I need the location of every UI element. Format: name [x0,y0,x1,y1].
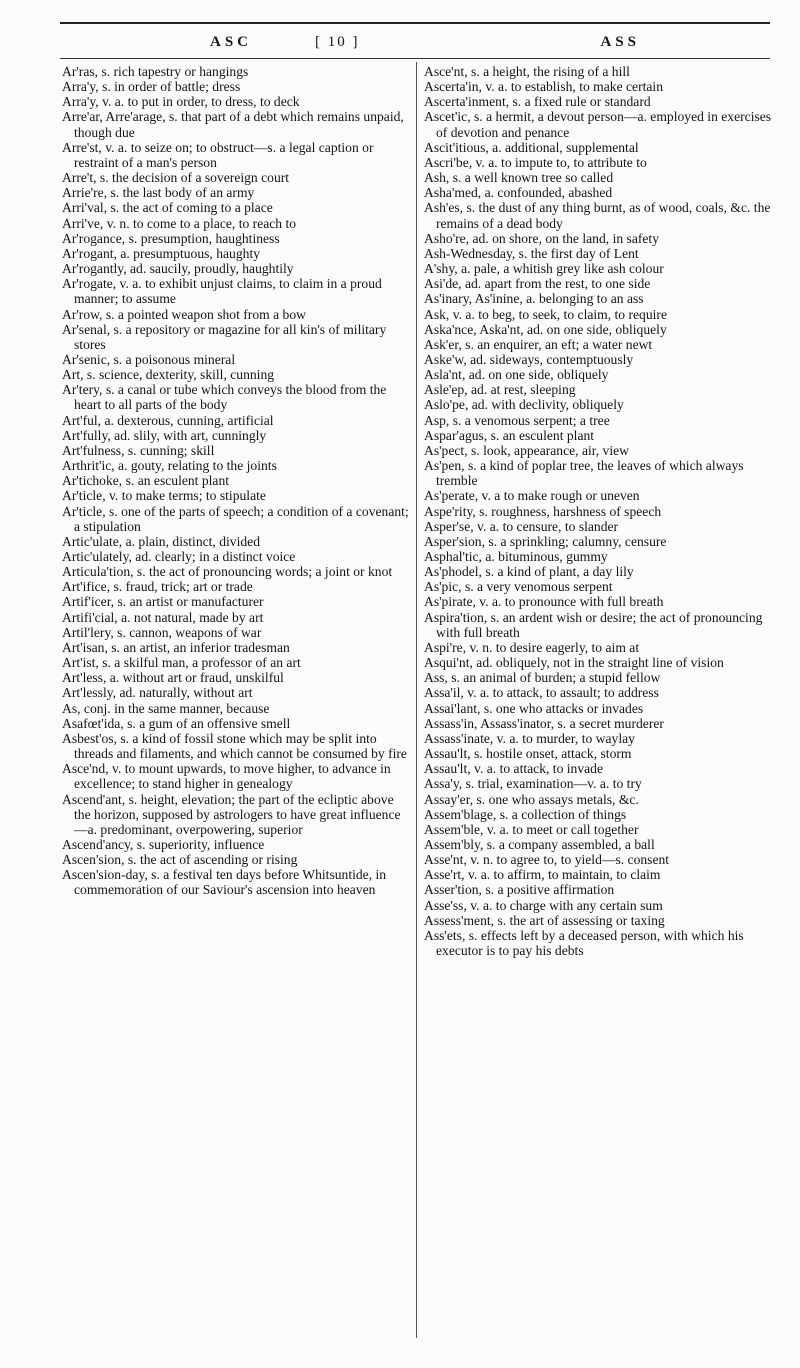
dictionary-entry: Arri've, v. n. to come to a place, to reach to [62,215,297,231]
dictionary-entry: Assess'ment, s. the art of assessing or taxing [424,912,665,928]
column-divider [416,62,417,1338]
dictionary-entry: Aslo'pe, ad. with declivity, obliquely [424,397,624,413]
dictionary-entry: Assem'bly, s. a company assembled, a ball [424,836,655,852]
dictionary-entry: Ash'es, s. the dust of any thing burnt, as of wood, coals, &c. the remains of a dead body [424,200,771,231]
dictionary-entry: Ar'ras, s. rich tapestry or hangings [62,64,249,79]
dictionary-entry: Artil'lery, s. cannon, weapons of war [62,624,262,640]
dictionary-entry: Ar'rogant, a. presumptuous, haughty [62,245,261,261]
dictionary-entry: A'shy, a. pale, a whitish grey like ash colour [424,261,664,277]
dictionary-entry: Asha'med, a. confounded, abashed [424,185,613,201]
dictionary-entry: Art'isan, s. an artist, an inferior tradesman [62,639,290,655]
dictionary-entry: Aspira'tion, s. an ardent wish or desire; the act of pronouncing with full breath [424,609,763,640]
dictionary-entry: Ar'tery, s. a canal or tube which conveys the blood from the heart to all parts of the body [62,382,387,413]
dictionary-entry: Ascerta'in, v. a. to establish, to make certain [424,79,663,95]
dictionary-entry: Artif'icer, s. an artist or manufacturer [62,594,264,610]
dictionary-entry: As'phodel, s. a kind of plant, a day lily [424,564,634,580]
header-rule [60,58,770,59]
dictionary-entry: Asafœt'ida, s. a gum of an offensive smell [62,715,291,731]
dictionary-entry: Asqui'nt, ad. obliquely, not in the straight line of vision [424,655,724,671]
dictionary-entry: Ar'ticle, v. to make terms; to stipulate [62,488,266,504]
dictionary-entry: Arre'ar, Arre'arage, s. that part of a debt which remains unpaid, though due [62,109,404,140]
dictionary-entry: Artic'ulate, a. plain, distinct, divided [62,533,260,549]
dictionary-entry: Asi'de, ad. apart from the rest, to one side [424,276,651,292]
dictionary-entry: Arrie're, s. the last body of an army [62,185,255,201]
dictionary-entry: As'pirate, v. a. to pronounce with full breath [424,594,664,610]
page-number: [ 10 ] [315,34,360,50]
dictionary-entry: Ar'senic, s. a poisonous mineral [62,351,236,367]
dictionary-entry: Ar'tichoke, s. an esculent plant [62,473,230,489]
dictionary-entry: Asbest'os, s. a kind of fossil stone which may be split into threads and filaments, and which cannot be consumed by fire [62,730,407,762]
dictionary-entry: Assa'il, v. a. to attack, to assault; to address [424,685,659,701]
dictionary-entry: As'inary, As'inine, a. belonging to an ass [424,291,644,307]
dictionary-entry: Aspar'agus, s. an esculent plant [424,427,595,443]
dictionary-entry: Asho're, ad. on shore, on the land, in safety [424,230,659,246]
dictionary-entry: Assa'y, s. trial, examination—v. a. to try [424,776,642,792]
dictionary-entry: Arre'st, v. a. to seize on; to obstruct—s. a legal caption or restraint of a man's person [62,139,374,170]
dictionary-entry: As'pen, s. a kind of poplar tree, the leaves of which always tremble [424,458,744,489]
dictionary-entry: Art'lessly, ad. naturally, without art [62,685,253,701]
dictionary-entry: Arthrit'ic, a. gouty, relating to the joints [62,458,277,474]
dictionary-entry: Art'ifice, s. fraud, trick; art or trade [62,579,253,595]
dictionary-entry: Asse'ss, v. a. to charge with any certain sum [424,897,663,913]
dictionary-entry: Ar'rogantly, ad. saucily, proudly, haughtily [62,261,294,277]
dictionary-entry: Asper'sion, s. a sprinkling; calumny, censure [424,533,667,549]
dictionary-entry: Ascend'ancy, s. superiority, influence [62,836,265,852]
dictionary-entry: Ascet'ic, s. a hermit, a devout person—a. employed in exercises of devotion and penance [424,109,772,140]
dictionary-entry: Ascerta'inment, s. a fixed rule or standard [424,94,651,110]
dictionary-entry: Aspi're, v. n. to desire eagerly, to aim at [424,639,640,655]
dictionary-entry: Arri'val, s. the act of coming to a place [62,200,273,216]
dictionary-entry: Asp, s. a venomous serpent; a tree [424,412,610,428]
dictionary-entry: Ascri'be, v. a. to impute to, to attribute to [424,154,647,170]
dictionary-entry: As'pect, s. look, appearance, air, view [424,442,629,458]
left-column [62,64,412,898]
top-rule [60,22,770,24]
dictionary-entry: Art'fully, ad. slily, with art, cunningly [62,427,267,443]
dictionary-entry: Asse'nt, v. n. to agree to, to yield—s. consent [424,852,670,868]
dictionary-entry: Art'ful, a. dexterous, cunning, artificial [62,412,274,428]
page-header [60,30,770,58]
dictionary-entry: Assay'er, s. one who assays metals, &c. [424,791,639,807]
dictionary-entry: Assass'inate, v. a. to murder, to waylay [424,730,635,746]
dictionary-entry: Aspe'rity, s. roughness, harshness of speech [424,503,662,519]
header-right-guide-word: ASS [600,34,640,50]
header-left-guide-word: ASC [210,34,253,50]
dictionary-entry: Ass'ets, s. effects left by a deceased person, with which his executor is to pay his debts [424,927,744,959]
dictionary-entry: Art'ist, s. a skilful man, a professor of an art [62,655,301,671]
dictionary-entry: Artifi'cial, a. not natural, made by art [62,609,264,625]
dictionary-entry: As'perate, v. a to make rough or uneven [424,488,640,504]
dictionary-entry: Assai'lant, s. one who attacks or invades [424,700,644,716]
dictionary-entry: Ass, s. an animal of burden; a stupid fellow [424,670,661,686]
dictionary-entry: Arra'y, v. a. to put in order, to dress, to deck [62,94,300,110]
dictionary-entry: Asce'nd, v. to mount upwards, to move higher, to advance in excellence; to stand higher in genealogy [62,761,391,792]
dictionary-entry: Ar'ticle, s. one of the parts of speech; a condition of a covenant; a stipulation [62,503,409,534]
dictionary-entry: Ascen'sion, s. the act of ascending or rising [62,852,298,868]
dictionary-entry: Art'less, a. without art or fraud, unskilful [62,670,284,686]
dictionary-entry: Aske'w, ad. sideways, contemptuously [424,351,634,367]
dictionary-entry: Aska'nce, Aska'nt, ad. on one side, obliquely [424,321,667,337]
dictionary-entry: Assass'in, Assass'inator, s. a secret murderer [424,715,664,731]
dictionary-entry: Ar'senal, s. a repository or magazine for all kin's of military stores [62,321,387,352]
dictionary-entry: Assem'ble, v. a. to meet or call together [424,821,639,837]
dictionary-entry: Art'fulness, s. cunning; skill [62,442,215,458]
dictionary-entry: Asser'tion, s. a positive affirmation [424,882,615,898]
right-column [424,64,780,958]
dictionary-entry: Asper'se, v. a. to censure, to slander [424,518,619,534]
dictionary-entry: Ask, v. a. to beg, to seek, to claim, to require [424,306,667,322]
dictionary-entry: As'pic, s. a very venomous serpent [424,579,613,595]
dictionary-entry: Asle'ep, ad. at rest, sleeping [424,382,576,398]
dictionary-entry: Artic'ulately, ad. clearly; in a distinct voice [62,549,296,564]
dictionary-entry: Asce'nt, s. a height, the rising of a hill [424,64,630,79]
dictionary-entry: Art, s. science, dexterity, skill, cunning [62,367,275,383]
dictionary-entry: Ash, s. a well known tree so called [424,170,614,186]
dictionary-entry: Asphal'tic, a. bituminous, gummy [424,549,608,564]
dictionary-entry: Arre't, s. the decision of a sovereign court [62,170,290,186]
dictionary-entry: As, conj. in the same manner, because [62,700,270,716]
dictionary-entry: Ask'er, s. an enquirer, an eft; a water newt [424,336,653,352]
dictionary-entry: Ascit'itious, a. additional, supplemental [424,139,639,155]
dictionary-entry: Assau'lt, v. a. to attack, to invade [424,761,603,777]
dictionary-entry: Assau'lt, s. hostile onset, attack, storm [424,746,632,762]
dictionary-entry: Asla'nt, ad. on one side, obliquely [424,367,609,383]
dictionary-entry: Articula'tion, s. the act of pronouncing words; a joint or knot [62,564,393,580]
dictionary-entry: Ascend'ant, s. height, elevation; the part of the ecliptic above the horizon, supposed by astrologers to have great influence—a. predominant, overpowering, superior [62,791,401,837]
dictionary-entry: Assem'blage, s. a collection of things [424,806,627,822]
dictionary-entry: Ar'rogate, v. a. to exhibit unjust claims, to claim in a proud manner; to assume [62,276,382,307]
dictionary-entry: Ascen'sion-day, s. a festival ten days before Whitsuntide, in commemoration of our Saviour's ascension into heaven [62,867,387,898]
dictionary-entry: Ar'row, s. a pointed weapon shot from a bow [62,306,306,322]
dictionary-entry: Arra'y, s. in order of battle; dress [62,79,241,95]
dictionary-entry: Asse'rt, v. a. to affirm, to maintain, to claim [424,867,661,883]
dictionary-entry: Ash-Wednesday, s. the first day of Lent [424,245,639,261]
dictionary-entry: Ar'rogance, s. presumption, haughtiness [62,230,280,246]
